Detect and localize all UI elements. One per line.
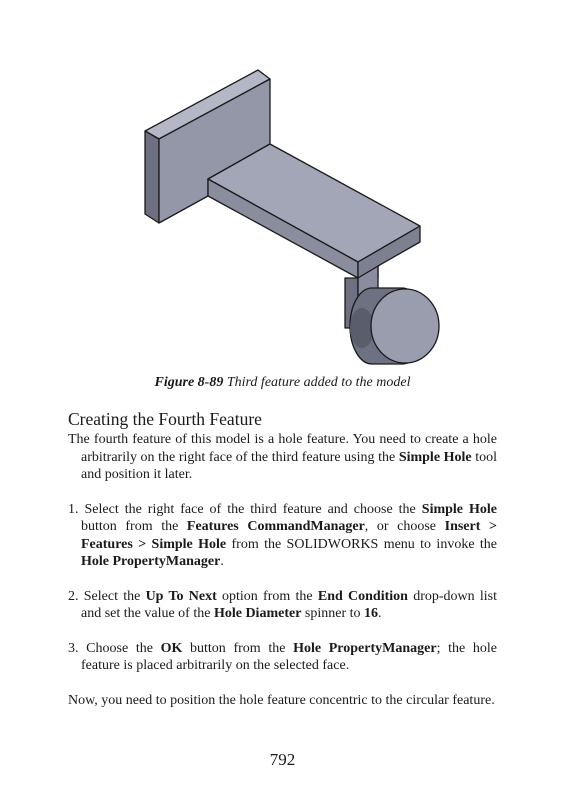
step2-text-3: drop-down list and set the value of the: [81, 588, 497, 621]
step-3: [68, 640, 497, 675]
step2-text-4: spinner to: [301, 606, 365, 621]
step1-text-2: button from the: [81, 519, 187, 534]
step2-bold-1: Up To Next: [145, 588, 217, 604]
step1-text-5: .: [220, 554, 224, 569]
step2-bold-4: 16: [364, 606, 379, 621]
step3-text-3: ; the hole feature is placed arbitrarily on the selected face.: [81, 640, 497, 673]
step1-bold-3: Insert > Features > Simple Hole: [81, 519, 497, 552]
figure-label: Figure 8-89: [154, 375, 224, 390]
step2-text-2: option from the: [216, 588, 318, 604]
step2-bold-3: Hole Diameter: [213, 606, 302, 621]
step-2: [68, 588, 497, 623]
intro-text-1: The fourth feature of this model is a hole feature. You need to create a hole arbitrarily on the right face of the third feature using the: [68, 432, 497, 465]
plate-side-face: [145, 131, 159, 223]
step3-bold-2: Hole PropertyManager: [293, 640, 437, 656]
page-content: [68, 408, 497, 709]
step1-bold-2: Features CommandManager: [186, 519, 365, 534]
step2-text-5: .: [378, 606, 382, 621]
step2-text-1: 2. Select the: [68, 588, 146, 604]
step2-bold-2: End Condition: [317, 588, 408, 604]
step1-bold-4: Hole PropertyManager: [81, 554, 221, 569]
step3-bold-1: OK: [160, 640, 183, 656]
step1-text-4: from the SOLIDWORKS menu to invoke the: [226, 536, 497, 552]
step3-text-1: 3. Choose the: [68, 640, 161, 656]
step3-text-2: button from the: [182, 640, 294, 656]
intro-text-2: tool and position it later.: [81, 449, 497, 482]
cylinder-face: [371, 289, 439, 363]
figure-caption-text: Third feature added to the model: [223, 375, 411, 390]
3d-model-illustration: [140, 66, 445, 376]
spacer: [68, 623, 497, 640]
step1-text-1: 1. Select the right face of the third feature and choose the: [68, 501, 422, 517]
spacer: [68, 484, 497, 501]
step1-bold-1: Simple Hole: [421, 501, 497, 517]
step1-text-3: , or choose: [364, 519, 445, 534]
spacer: [68, 571, 497, 588]
section-heading: Creating the Fourth Feature: [68, 409, 262, 429]
figure-caption: [0, 374, 565, 392]
intro-paragraph: [68, 431, 497, 484]
step-1: [68, 501, 497, 571]
spacer: [68, 675, 497, 692]
model-figure: [140, 66, 445, 376]
page-number: 792: [269, 750, 296, 769]
intro-bold-1: Simple Hole: [398, 449, 472, 465]
closing-paragraph: Now, you need to position the hole feature concentric to the circular feature.: [68, 692, 495, 708]
